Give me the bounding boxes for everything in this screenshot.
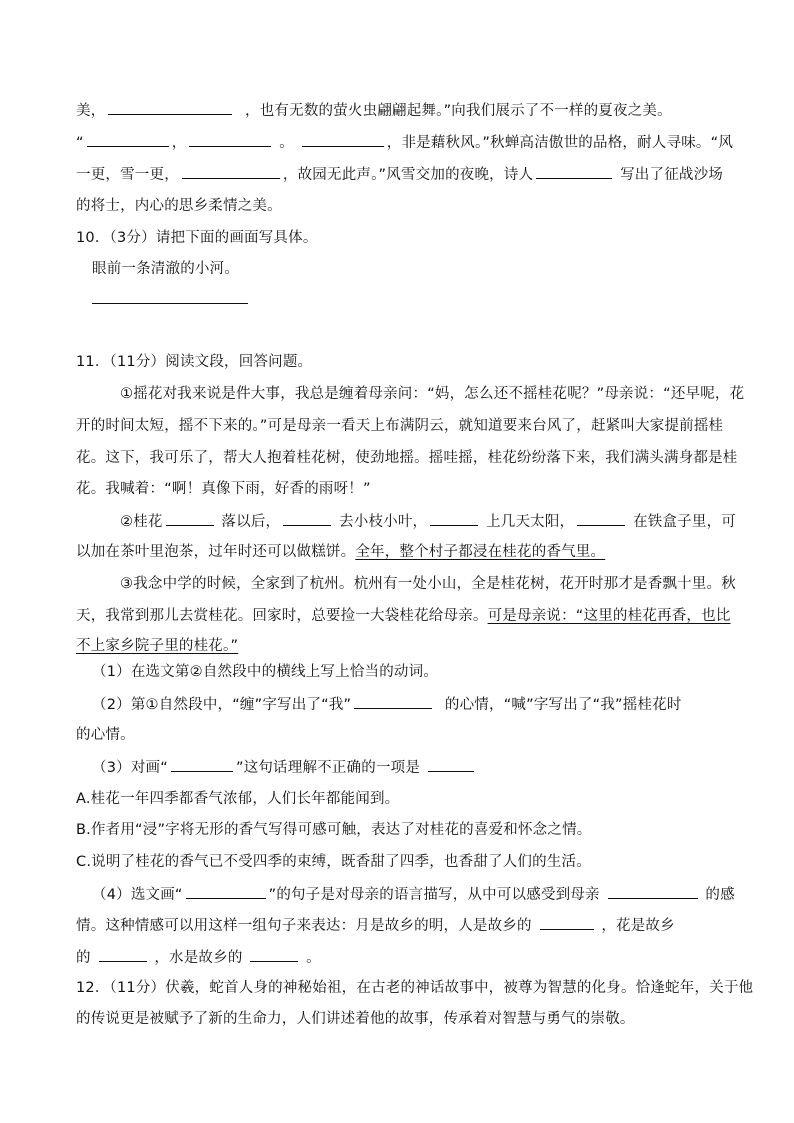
answer-blank[interactable] [87,130,169,147]
line-3 [76,162,734,186]
text: 在铁盒子里，可 [633,514,736,530]
underlined-sentence: 不上家乡院子里的桂花。” [76,638,239,654]
answer-blank[interactable] [186,882,266,899]
text: 的 [76,950,91,966]
line-1 [76,98,734,122]
text: （2）第①自然段中，“缠”字写出了“我” [92,697,352,713]
answer-blank[interactable] [608,882,698,899]
text: 。 [279,135,294,151]
answer-blank[interactable] [166,509,214,526]
sub-question-4 [92,882,734,906]
text: ②桂花 [120,514,163,530]
text: 的感 [705,887,735,903]
question-12-title: 12．（11分）伏羲，蛇首人身的神秘始祖，在古老的神话故事中，被尊为智慧的化身。恰逢蛇年，关于他 [76,980,754,996]
sub-question-1: （1）在选文第②自然段中的横线上写上恰当的动词。 [92,664,439,680]
answer-blank[interactable] [540,913,594,930]
text: 以加在茶叶里泡茶，过年时还可以做糕饼。 [76,544,356,560]
text: 写出了征战沙场 [620,167,723,183]
text: 去小枝小叶， [339,514,428,530]
underlined-sentence: 全年，整个村子都浸在桂花的香气里。 [355,544,606,560]
answer-blank[interactable] [171,755,233,772]
passage-para-1-line: 开的时间太短，摇不下来的。”可是母亲一看天上布满阴云，就知道要来台风了，赶紧叫大家提前摇桂 [76,418,724,434]
answer-blank[interactable] [354,692,432,709]
passage-para-1-line: ①摇花对我来说是件大事，我总是缠着母亲问：“妈，怎么还不摇桂花呢？”母亲说：“还早呢，花 [120,386,745,402]
text: ，花是故乡 [601,918,675,934]
answer-blank[interactable] [108,98,232,115]
text: ，故园无此声。”风雪交加的夜晚，诗人 [282,167,534,183]
answer-blank[interactable] [182,162,280,179]
answer-blank[interactable] [428,755,474,772]
passage-para-1-line: 花。这下，我可乐了，帮大人抱着桂花树，使劲地摇。摇哇摇，桂花纷纷落下来，我们满头满身都是桂 [76,450,738,466]
line-4: 的将士，内心的思乡柔情之美。 [76,198,282,214]
text: “ [76,135,84,151]
text: 上几天太阳， [486,514,575,530]
text: 落以后， [221,514,281,530]
answer-blank[interactable] [189,130,271,147]
answer-blank[interactable] [283,509,331,526]
passage-para-2-line [76,540,734,564]
answer-blank[interactable] [99,945,147,962]
question-12-line: 的传说更是被赋予了新的生命力，人们讲述着他的故事，传承着对智慧与勇气的崇敬。 [76,1011,635,1027]
text: （3）对画“ [92,760,168,776]
text: 美， [76,103,106,119]
text: 的心情，“喊”字写出了“我”摇桂花时 [444,697,682,713]
sub-question-4-cont [76,945,734,969]
sub-question-4-cont [76,913,734,937]
text: ，也有无数的萤火虫翩翩起舞。”向我们展示了不一样的夏夜之美。 [245,103,672,119]
text: 。 [306,950,321,966]
text: （4）选文画“ [92,887,183,903]
answer-blank[interactable] [577,509,625,526]
passage-para-2-line [120,509,734,533]
text: 一更，雪一更， [76,167,179,183]
text: 天，我常到那儿去赏桂花。回家时，总要捡一大袋桂花给母亲。 [76,608,488,624]
line-2 [76,130,734,154]
underlined-sentence: 可是母亲说：“这里的桂花再香，也比 [487,608,731,624]
passage-para-1-line: 花。我喊着：“啊！真像下雨，好香的雨呀！” [76,481,371,497]
answer-blank[interactable] [430,509,478,526]
option-c[interactable]: C.说明了桂花的香气已不受四季的束缚，既香甜了四季，也香甜了人们的生活。 [76,854,591,870]
option-a[interactable]: A.桂花一年四季都香气浓郁，人们长年都能闻到。 [76,791,400,807]
option-b[interactable]: B.作者用“浸”字将无形的香气写得可感可触，表达了对桂花的喜爱和怀念之情。 [76,822,592,838]
passage-para-3-line [76,634,734,658]
text: ”这句话理解不正确的一项是 [235,760,421,776]
text: ”的句子是对母亲的语言描写，从中可以感受到母亲 [268,887,600,903]
sub-question-2 [92,692,734,716]
sub-question-2-cont: 的心情。 [76,727,135,743]
question-11-title: 11．（11分）阅读文段，回答问题。 [76,354,313,370]
sub-question-3 [92,755,734,779]
answer-blank[interactable] [302,130,384,147]
text: ， [171,135,187,151]
question-10-prompt: 眼前一条清澈的小河。 [92,261,239,277]
passage-para-3-line [76,604,734,628]
answer-line[interactable] [92,303,248,304]
text: ，非是藉秋风。”秋蝉高洁傲世的品格，耐人寻味。“风 [386,135,734,151]
text: 情。这种情感可以用这样一组句子来表达：月是故乡的明，人是故乡的 [76,918,532,934]
question-10-title: 10．（3分）请把下面的画面写具体。 [76,230,318,246]
answer-blank[interactable] [536,162,612,179]
text: ，水是故乡的 [154,950,243,966]
answer-blank[interactable] [250,945,298,962]
passage-para-3-line: ③我念中学的时候，全家到了杭州。杭州有一处小山，全是桂花树，花开时那才是香飘十里。秋 [120,576,736,592]
